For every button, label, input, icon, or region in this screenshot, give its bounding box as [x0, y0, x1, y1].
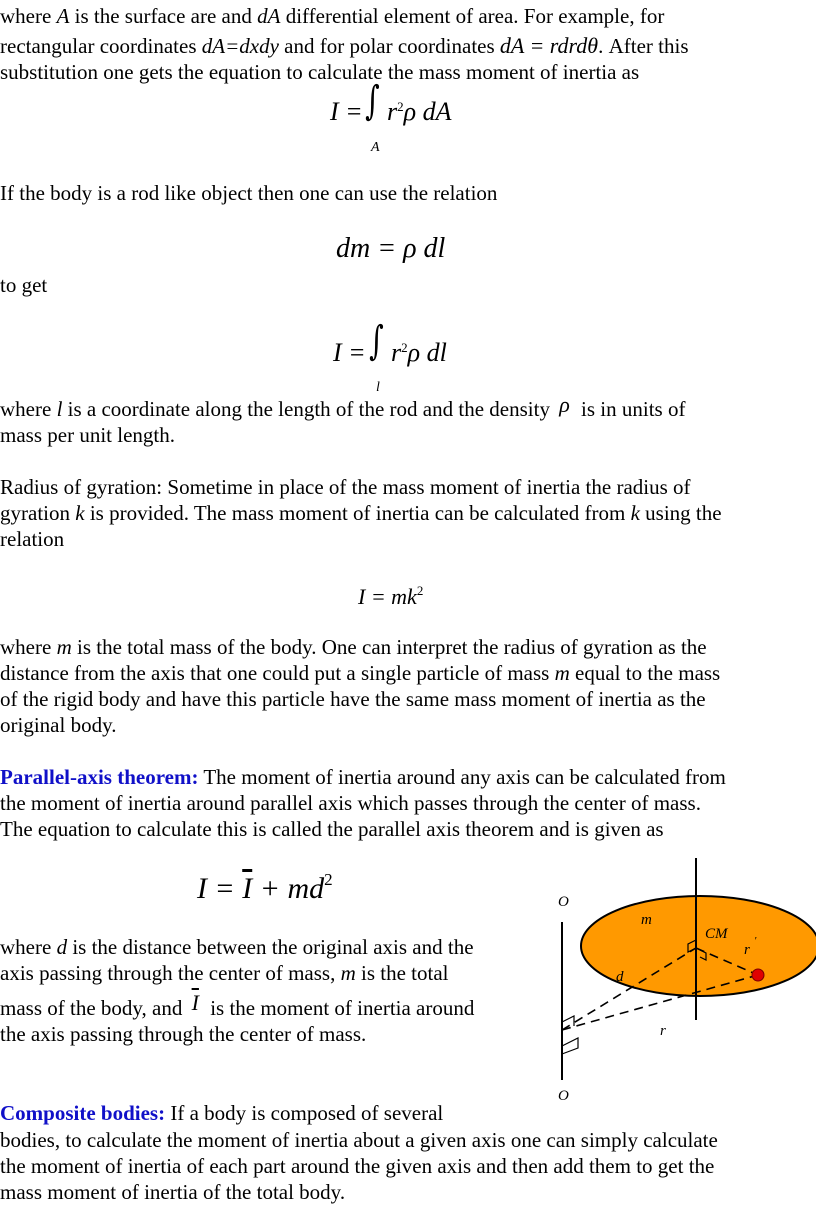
eq-limit: l	[376, 380, 380, 395]
polar-coords: dA = rdrdθ	[499, 33, 599, 58]
label-o-top: O	[558, 894, 569, 910]
eq-rest: + md	[252, 872, 325, 905]
var-rho: ρ	[559, 392, 570, 417]
text-line: The equation to calculate this is called the parallel axis theorem and is given as	[0, 817, 664, 841]
right-angle-mark-o	[562, 1038, 578, 1054]
text-line: bodies, to calculate the moment of inertia about a given axis one can simply calculate	[0, 1128, 718, 1152]
eq-lhs: I =	[197, 872, 243, 905]
text-line: the moment of inertia around parallel axis which passes through the center of mass.	[0, 791, 701, 815]
particle-dot	[752, 969, 764, 981]
label-prime-mark: '	[754, 935, 757, 947]
text: where	[0, 397, 57, 421]
eq-r: r	[391, 338, 402, 367]
text-line	[0, 392, 686, 422]
text-line	[0, 33, 689, 59]
eq-ibar: $\overline{I}$	[242, 872, 253, 905]
text: and for polar coordinates	[278, 34, 500, 58]
eq-lhs: I = mk	[358, 584, 417, 609]
section-heading-parallel-axis: Parallel-axis theorem:	[0, 765, 199, 789]
text: The moment of inertia around any axis can be calculated from	[198, 765, 726, 789]
integral-sign: ∫	[369, 318, 384, 364]
text: is the total mass of the body. One can interpret the radius of gyration as the	[71, 635, 707, 659]
text: is the total	[355, 961, 449, 985]
text-line	[0, 764, 726, 790]
text-line: of the rigid body and have this particle have the same mass moment of inertia as the	[0, 687, 706, 711]
var-k: k	[630, 501, 640, 525]
text-line: If the body is a rod like object then one can use the relation	[0, 181, 498, 205]
parallel-axis-diagram	[540, 850, 816, 1110]
text-line	[0, 660, 720, 686]
text-line: Radius of gyration: Sometime in place of the mass moment of inertia the radius of	[0, 475, 691, 499]
eq-exp: 2	[397, 99, 404, 114]
label-r-prime: r	[744, 942, 750, 958]
var-dA: dA	[257, 4, 281, 28]
label-o-bottom: O	[558, 1088, 569, 1104]
text-line	[0, 934, 474, 960]
text-line: relation	[0, 527, 65, 551]
var-A: A	[56, 4, 70, 28]
text-line	[0, 3, 664, 29]
text: is the moment of inertia around	[204, 996, 475, 1020]
text-line: the axis passing through the center of mass.	[0, 1022, 367, 1046]
text-line: to get	[0, 273, 48, 297]
text-line: the moment of inertia of each part around the given axis and then add them to get the	[0, 1154, 715, 1178]
text-line	[0, 990, 475, 1021]
text: where	[0, 4, 57, 28]
text: . After this	[598, 34, 689, 58]
text: axis passing through the center of mass,	[0, 961, 341, 985]
equation-dm: dm = ρ dl	[336, 233, 446, 264]
text: is provided. The mass moment of inertia can be calculated from	[84, 501, 631, 525]
var-ibar: $\overline{I}$	[191, 990, 199, 1015]
eq-exp: 2	[324, 870, 333, 889]
eq-lhs: I =	[330, 97, 363, 126]
text-line	[0, 960, 449, 986]
label-r: r	[660, 1023, 666, 1039]
eq-lhs: I =	[333, 338, 366, 367]
eq-exp: 2	[416, 583, 424, 598]
equation-parallel-axis	[197, 870, 333, 905]
text-line	[0, 634, 707, 660]
text: is in units of	[575, 397, 686, 421]
text: gyration	[0, 501, 76, 525]
text: mass of the body, and	[0, 996, 188, 1020]
label-m: m	[641, 912, 652, 928]
var-m: m	[56, 635, 72, 659]
text: where	[0, 935, 57, 959]
text-line: substitution one gets the equation to calculate the mass moment of inertia as	[0, 60, 640, 84]
eq-body	[387, 99, 452, 125]
text: is a coordinate along the length of the rod and the density	[62, 397, 556, 421]
rect-coords: dA=dxdy	[201, 34, 279, 58]
var-m: m	[340, 961, 356, 985]
text-line	[0, 500, 722, 526]
text-line: mass per unit length.	[0, 423, 175, 447]
text-line: original body.	[0, 713, 117, 737]
text: is the distance between the original axis and the	[67, 935, 474, 959]
text-line: mass moment of inertia of the total body.	[0, 1180, 346, 1204]
eq-exp: 2	[401, 340, 408, 355]
label-cm: CM	[705, 926, 728, 942]
section-heading-composite-bodies: Composite bodies:	[0, 1101, 166, 1125]
text: using the	[639, 501, 722, 525]
label-d: d	[616, 969, 624, 985]
var-k: k	[75, 501, 85, 525]
text: where	[0, 635, 57, 659]
var-d: d	[56, 935, 68, 959]
text: differential element of area. For example, for	[280, 4, 665, 28]
eq-tail: ρ dA	[403, 97, 452, 126]
text: If a body is composed of several	[165, 1101, 444, 1125]
right-angle-mark-o	[562, 1016, 574, 1026]
text: is the surface are and	[69, 4, 258, 28]
text: rectangular coordinates	[0, 34, 202, 58]
var-l: l	[56, 397, 63, 421]
eq-body	[391, 340, 447, 366]
eq-r: r	[387, 97, 398, 126]
text-line	[0, 1100, 443, 1126]
integral-sign: ∫	[365, 78, 380, 124]
text: equal to the mass	[569, 661, 721, 685]
text: distance from the axis that one could put a single particle of mass	[0, 661, 555, 685]
equation-gyration	[358, 584, 423, 610]
var-m: m	[554, 661, 570, 685]
eq-limit: A	[371, 140, 380, 155]
eq-tail: ρ dl	[407, 338, 447, 367]
